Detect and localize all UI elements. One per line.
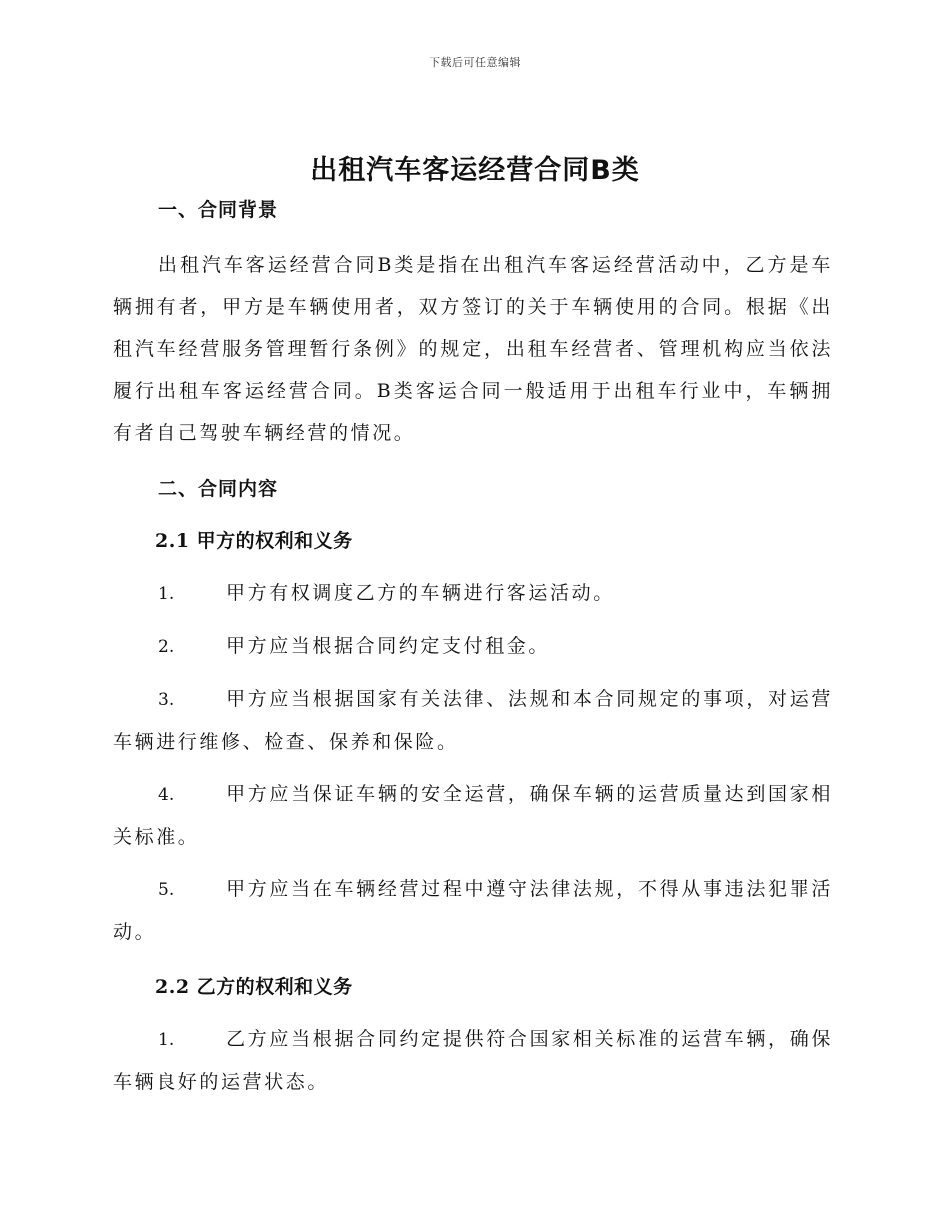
list-item-text: 甲方应当根据合同约定支付租金。 <box>226 635 551 657</box>
subsection-heading-party-b: 2.2 乙方的权利和义务 <box>155 976 353 998</box>
list-item <box>113 678 833 763</box>
background-paragraph: 出租汽车客运经营合同B类是指在出租汽车客运经营活动中，乙方是车辆拥有者，甲方是车辆使用者，双方签订的关于车辆使用的合同。根据《出租汽车经营服务管理暂行条例》的规定，出租车经营者、管理机构应当依法履行出租车客运经营合同。B类客运合同一般适用于出租车行业中，车辆拥有者自己驾驶车辆经营的情况。 <box>113 254 833 444</box>
document-title: 出租汽车客运经营合同B类 <box>310 155 640 186</box>
list-item-text: 甲方应当根据国家有关法律、法规和本合同规定的事项，对运营车辆进行维修、检查、保养和保险。 <box>113 688 833 753</box>
document-body <box>113 194 833 1103</box>
list-item <box>113 868 833 953</box>
list-item <box>113 1018 833 1103</box>
list-item-number: 1. <box>158 584 175 604</box>
list-item-number: 2. <box>158 637 175 657</box>
list-item-number: 3. <box>158 690 175 710</box>
section-heading-content: 二、合同内容 <box>158 478 279 500</box>
list-item-number: 4. <box>158 785 175 805</box>
list-item-text: 乙方应当根据合同约定提供符合国家相关标准的运营车辆，确保车辆良好的运营状态。 <box>113 1028 833 1093</box>
list-item-text: 甲方有权调度乙方的车辆进行客运活动。 <box>226 582 615 604</box>
list-item <box>113 773 833 858</box>
list-item-number: 5. <box>158 880 175 900</box>
list-item <box>113 572 833 615</box>
subsection-heading-party-a: 2.1 甲方的权利和义务 <box>155 530 353 552</box>
list-item <box>113 625 833 668</box>
section-heading-background: 一、合同背景 <box>158 199 279 221</box>
list-item-text: 甲方应当保证车辆的安全运营，确保车辆的运营质量达到国家相关标准。 <box>113 783 833 848</box>
page-header-note: 下载后可任意编辑 <box>429 56 521 69</box>
list-item-number: 1. <box>158 1030 175 1050</box>
list-item-text: 甲方应当在车辆经营过程中遵守法律法规，不得从事违法犯罪活动。 <box>113 878 833 943</box>
